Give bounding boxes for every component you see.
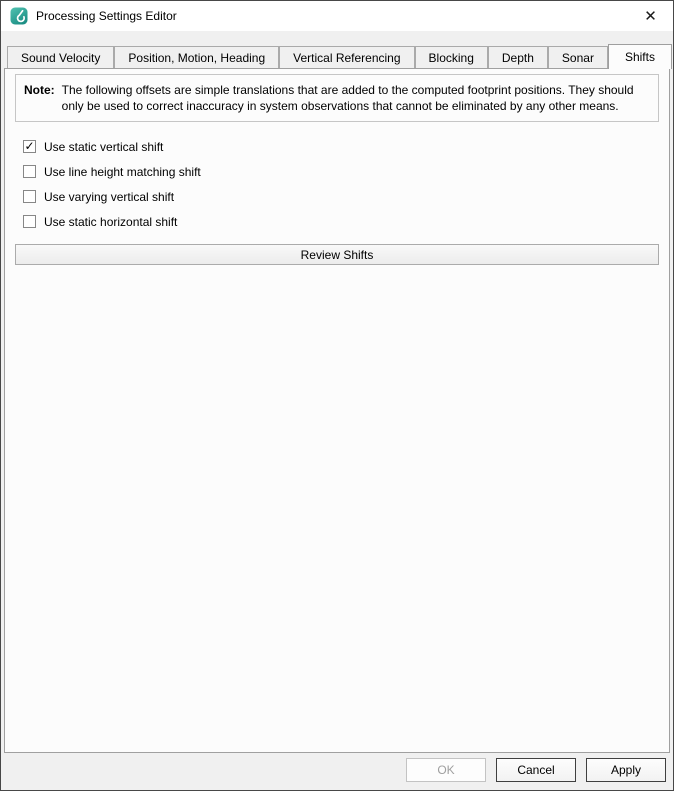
tab-vertical-referencing[interactable] xyxy=(279,46,414,68)
tab-label: Sonar xyxy=(561,50,594,65)
tab-position-motion-heading[interactable] xyxy=(114,46,279,68)
checkbox-box[interactable] xyxy=(23,190,36,203)
shifts-tab-page xyxy=(4,68,670,753)
window-title: Processing Settings Editor xyxy=(36,9,177,23)
checkmark-icon: ✓ xyxy=(24,139,35,153)
tab-sonar[interactable] xyxy=(548,46,608,68)
tab-label: Blocking xyxy=(428,50,474,65)
close-icon: ✕ xyxy=(644,7,657,25)
shift-options-list xyxy=(23,134,669,234)
checkbox-box[interactable] xyxy=(23,165,36,178)
tab-label: Vertical Referencing xyxy=(293,50,401,65)
note-box xyxy=(15,74,659,122)
tab-shifts[interactable] xyxy=(608,44,672,69)
tab-label: Depth xyxy=(501,50,534,65)
review-shifts-button[interactable]: Review Shifts xyxy=(15,244,659,265)
checkbox-label: Use line height matching shift xyxy=(44,164,201,179)
tab-control xyxy=(4,44,670,753)
note-text: The following offsets are simple translations that are added to the computed footprint positions. They should only be used to correct inaccuracy in system observations that cannot be eliminated by any other means. xyxy=(61,83,634,113)
close-button[interactable] xyxy=(628,1,673,31)
checkbox-use-line-height-matching-shift[interactable] xyxy=(23,159,669,184)
checkbox-box[interactable] xyxy=(23,140,36,153)
checkbox-label: Use static vertical shift xyxy=(44,139,164,154)
checkbox-box[interactable] xyxy=(23,215,36,228)
checkbox-use-static-horizontal-shift[interactable] xyxy=(23,209,669,234)
tab-depth[interactable] xyxy=(488,46,548,68)
tab-bar xyxy=(4,44,670,68)
title-bar xyxy=(1,1,673,31)
tab-sound-velocity[interactable] xyxy=(7,46,114,68)
ok-button[interactable]: OK xyxy=(406,758,486,782)
checkbox-label: Use static horizontal shift xyxy=(44,214,178,229)
apply-button[interactable]: Apply xyxy=(586,758,666,782)
dialog-footer xyxy=(1,750,673,790)
tab-blocking[interactable] xyxy=(415,46,488,68)
tab-label: Sound Velocity xyxy=(21,50,101,65)
app-logo-icon xyxy=(10,7,28,25)
tab-label: Position, Motion, Heading xyxy=(128,50,266,65)
checkbox-use-static-vertical-shift[interactable] xyxy=(23,134,669,159)
cancel-button[interactable]: Cancel xyxy=(496,758,576,782)
note-label: Note: xyxy=(24,83,55,97)
checkbox-label: Use varying vertical shift xyxy=(44,189,175,204)
checkbox-use-varying-vertical-shift[interactable] xyxy=(23,184,669,209)
tab-label: Shifts xyxy=(624,50,655,64)
